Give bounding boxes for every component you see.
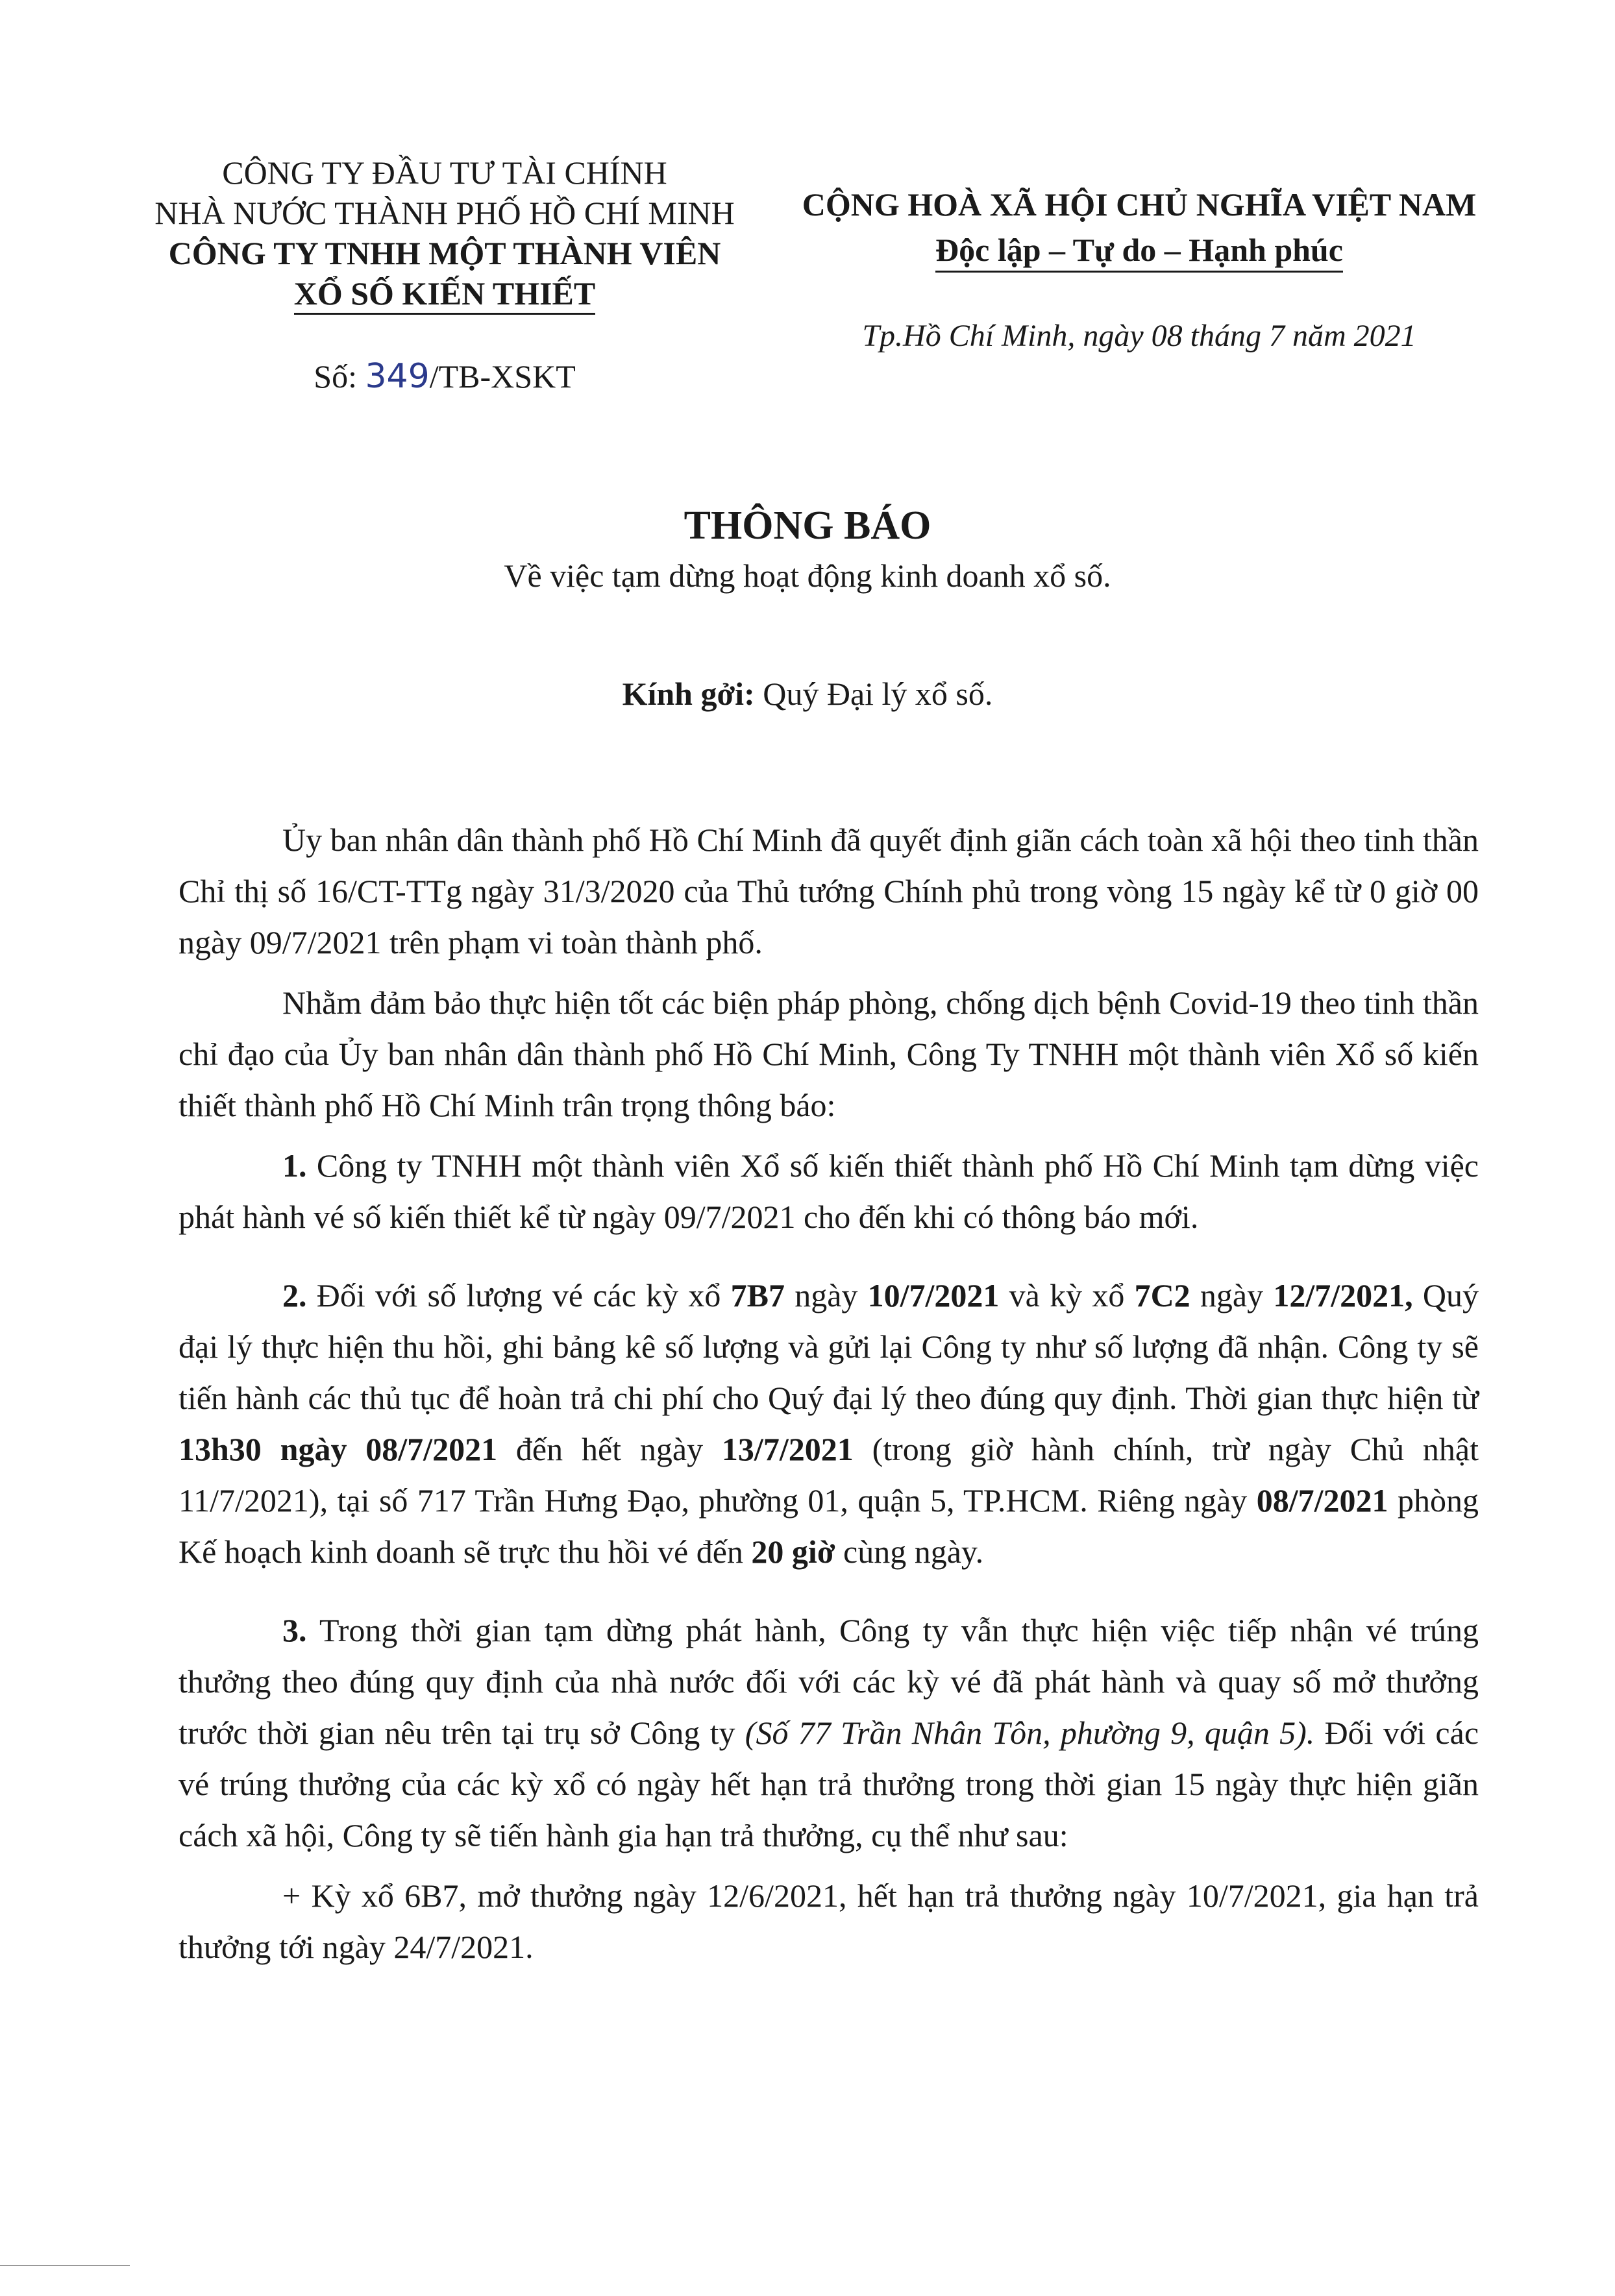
doc-number-handwritten: 349 <box>365 357 430 396</box>
paragraph-item-3: 3. Trong thời gian tạm dừng phát hành, Công ty vẫn thực hiện việc tiếp nhận vé trúng thưởng theo đúng quy định của nhà nước đối với các kỳ vé đã phát hành và quay số mở thưởng trước thời gian nêu trên tại trụ sở Công ty (Số 77 Trần Nhân Tôn, phường 9, quận 5). Đối với các vé trúng thưởng của các kỳ xổ có ngày hết hạn trả thưởng trong thời gian 15 ngày thực hiện giãn cách xã hội, Công ty sẽ tiến hành gia hạn trả thưởng, cụ thể như sau: <box>179 1612 1479 1853</box>
document-subject: Về việc tạm dừng hoạt động kinh doanh xổ số. <box>504 557 1111 594</box>
org-line-3: CÔNG TY TNHH MỘT THÀNH VIÊN <box>168 235 721 271</box>
org-line-2: NHÀ NƯỚC THÀNH PHỐ HỒ CHÍ MINH <box>154 195 735 231</box>
dateline: Tp.Hồ Chí Minh, ngày 08 tháng 7 năm 2021 <box>862 319 1416 353</box>
recipient-value: Quý Đại lý xổ số. <box>763 676 993 712</box>
nation-name: CỘNG HOÀ XÃ HỘI CHỦ NGHĨA VIỆT NAM <box>802 186 1477 223</box>
document-number <box>123 357 766 396</box>
paragraph-2: Nhằm đảm bảo thực hiện tốt các biện pháp phòng, chống dịch bệnh Covid-19 theo tinh thần chỉ đạo của Ủy ban nhân dân thành phố Hồ Chí Minh, Công Ty TNHH một thành viên Xổ số kiến thiết thành phố Hồ Chí Minh trân trọng thông báo: <box>179 984 1479 1123</box>
org-line-4: XỔ SỐ KIẾN THIẾT <box>123 273 766 313</box>
document-body <box>179 814 1479 1982</box>
paragraph-item-2: 2. Đối với số lượng vé các kỳ xổ 7B7 ngày 10/7/2021 và kỳ xổ 7C2 ngày 12/7/2021, Quý đại lý thực hiện thu hồi, ghi bảng kê số lượng và gửi lại Công ty như số lượng đã nhận. Công ty sẽ tiến hành các thủ tục để hoàn trả chi phí cho Quý đại lý theo đúng quy định. Thời gian thực hiện từ 13h30 ngày 08/7/2021 đến hết ngày 13/7/2021 (trong giờ hành chính, trừ ngày Chủ nhật 11/7/2021), tại số 717 Trần Hưng Đạo, phường 01, quận 5, TP.HCM. Riêng ngày 08/7/2021 phòng Kế hoạch kinh doanh sẽ trực thu hồi vé đến 20 giờ cùng ngày. <box>179 1277 1479 1570</box>
issuing-organization <box>123 153 766 313</box>
recipient-label: Kính gởi: <box>622 676 755 712</box>
paragraph-1: Ủy ban nhân dân thành phố Hồ Chí Minh đã quyết định giãn cách toàn xã hội theo tinh thần Chỉ thị số 16/CT-TTg ngày 31/3/2020 của Thủ tướng Chính phủ trong vòng 15 ngày kể từ 0 giờ 00 ngày 09/7/2021 trên phạm vi toàn thành phố. <box>179 822 1479 960</box>
org-line-1: CÔNG TY ĐẦU TƯ TÀI CHÍNH <box>222 154 667 191</box>
scan-edge-line <box>0 2265 130 2266</box>
paragraph-extension: + Kỳ xổ 6B7, mở thưởng ngày 12/6/2021, hết hạn trả thưởng ngày 10/7/2021, gia hạn trả thưởng tới ngày 24/7/2021. <box>179 1877 1479 1965</box>
nation-motto: Độc lập – Tự do – Hạnh phúc <box>779 227 1499 273</box>
document-title: THÔNG BÁO <box>684 504 931 548</box>
recipient <box>0 675 1615 713</box>
doc-number-label: Số: <box>314 358 357 395</box>
doc-number-suffix: /TB-XSKT <box>429 358 576 395</box>
paragraph-item-1: 1. Công ty TNHH một thành viên Xổ số kiến thiết thành phố Hồ Chí Minh tạm dừng việc phát hành vé số kiến thiết kể từ ngày 09/7/2021 cho đến khi có thông báo mới. <box>179 1147 1479 1235</box>
national-header <box>779 182 1499 273</box>
